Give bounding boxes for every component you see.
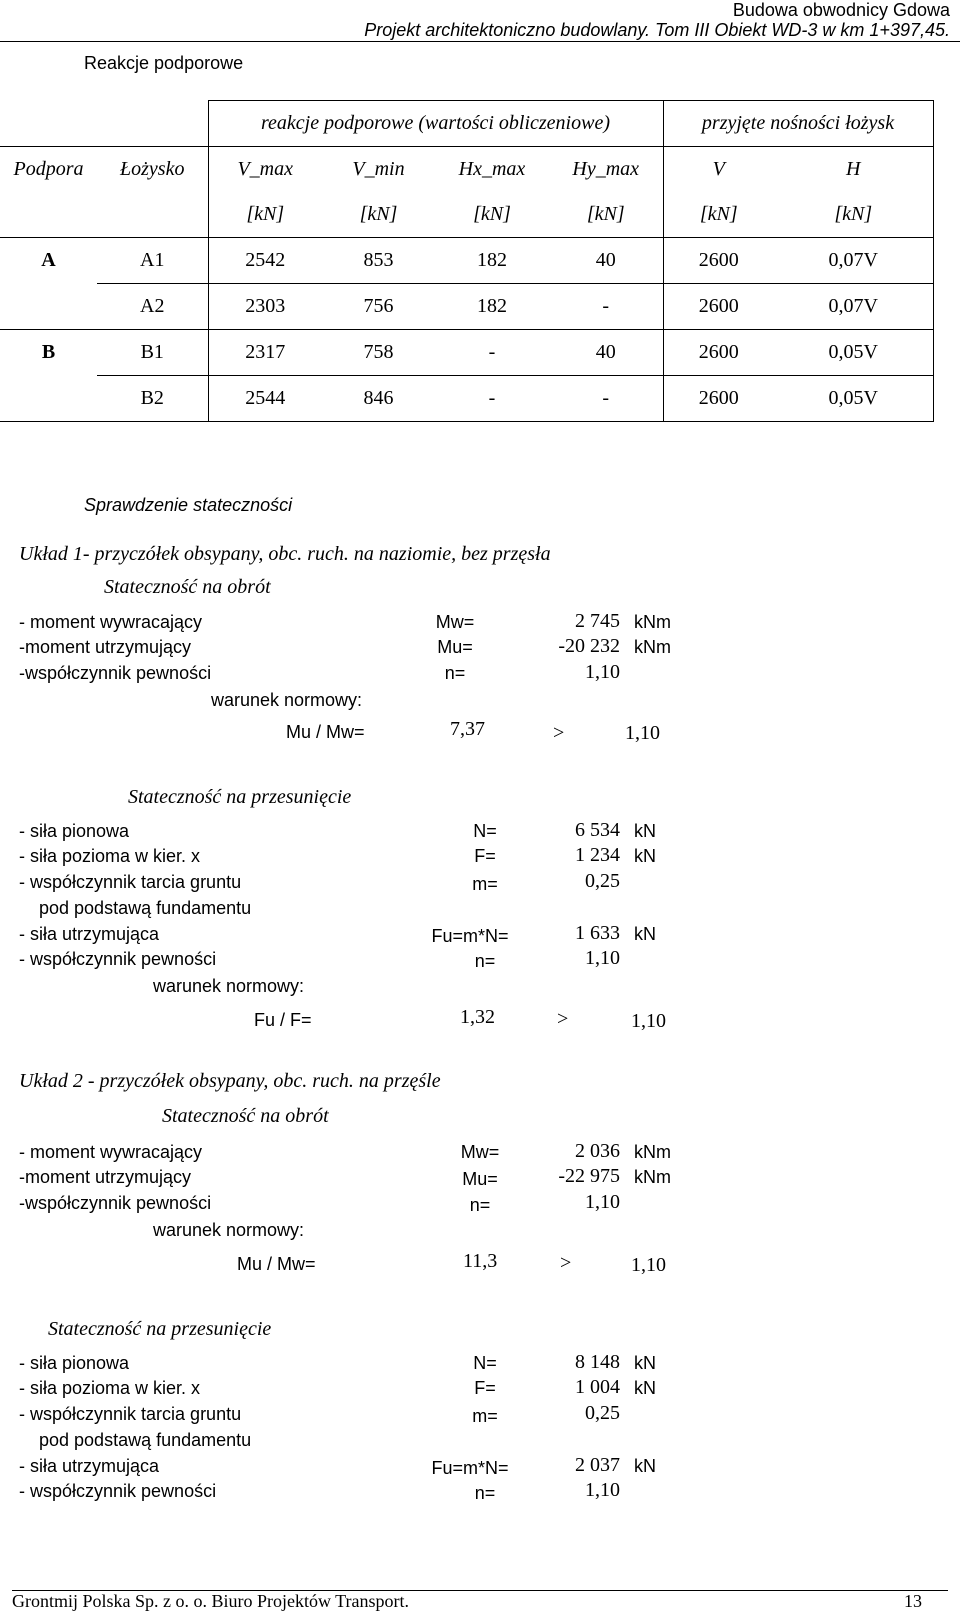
project-subtitle: Projekt architektoniczno budowlany. Tom III Obiekt WD-3 w km 1+397,45. [364, 20, 950, 40]
u2-przes-val: 8 148 [575, 1351, 620, 1373]
col-header: V_max [208, 147, 322, 193]
table-group-header [0, 101, 933, 147]
unit-cell: [kN] [774, 192, 933, 238]
table-row [0, 376, 933, 422]
cell-vmin: 758 [322, 330, 435, 376]
u1-obrot-limit: 1,10 [625, 722, 660, 744]
u1-przes-sym: Fu=m*N= [431, 926, 509, 946]
u1-obrot-label: -moment utrzymujący [19, 637, 192, 657]
cell-bearing: B2 [97, 376, 208, 422]
u1-przes-unit: kN [634, 821, 656, 841]
cell-v: 2600 [663, 330, 774, 376]
cell-support: B [0, 330, 97, 376]
u2-obrot-warunek: warunek normowy: [153, 1220, 305, 1240]
u2-przes-unit: kN [634, 1378, 656, 1398]
u2-przes-sym: F= [474, 1378, 496, 1398]
cell-h: 0,07V [774, 238, 933, 284]
col-header: Hy_max [549, 147, 663, 193]
u1-przes-unit: kN [634, 846, 656, 866]
cell-hxmax: 182 [435, 238, 549, 284]
u2-przes-sym: Fu=m*N= [431, 1458, 509, 1478]
u1-obrot-warunek: warunek normowy: [211, 690, 363, 710]
cell-hymax: 40 [549, 238, 663, 284]
u2-obrot-val: 1,10 [585, 1191, 620, 1213]
u2-obrot-label: -współczynnik pewności [19, 1193, 212, 1213]
u1-przes-val: 1 633 [575, 922, 620, 944]
u1-przes-ratio-label: Fu / F= [254, 1010, 312, 1030]
unit-cell: [kN] [359, 203, 398, 225]
u1-przes-label: - siła pozioma w kier. x [19, 846, 201, 866]
u2-przes-val: 0,25 [585, 1402, 620, 1424]
cell-hymax: 40 [549, 330, 663, 376]
unit-cell: [kN] [699, 203, 738, 225]
u2-obrot-sym: Mw= [460, 1142, 500, 1162]
cell-support: A [0, 238, 97, 284]
cell-h: 0,07V [774, 284, 933, 330]
col-header: H [774, 147, 933, 193]
u1-obrot-ratio-value: 7,37 [450, 718, 485, 740]
u1-obrot-val: 2 745 [575, 610, 620, 632]
u1-obrot-sym: Mw= [435, 612, 475, 632]
cell-hxmax: 182 [435, 284, 549, 330]
u2-przes-sym: N= [473, 1353, 497, 1373]
u2-obrot-val: -22 975 [558, 1165, 620, 1187]
cell-hxmax: - [435, 330, 549, 376]
cell-bearing: A2 [97, 284, 208, 330]
cell-vmax: 2544 [208, 376, 322, 422]
cell-hymax: - [549, 376, 663, 422]
cell-vmin: 756 [322, 284, 435, 330]
u1-przes-ratio-value: 1,32 [460, 1006, 495, 1028]
col-header: Hx_max [435, 147, 549, 193]
table-header-row [0, 147, 933, 193]
u1-obrot-label: -współczynnik pewności [19, 663, 212, 683]
cell-vmax: 2542 [208, 238, 322, 284]
uklad1-przesuniecie-heading: Stateczność na przesunięcie [128, 786, 352, 808]
u2-przes-val: 2 037 [575, 1454, 620, 1476]
u2-obrot-ratio-label: Mu / Mw= [237, 1254, 316, 1274]
table-row [0, 284, 933, 330]
u1-przes-label: - współczynnik pewności [19, 949, 217, 969]
u1-obrot-sym: Mu= [437, 637, 473, 657]
u2-obrot-sym: n= [469, 1195, 491, 1215]
u1-przes-val: 1 234 [575, 844, 620, 866]
cell-support [0, 284, 97, 330]
uklad2-obrot-heading: Stateczność na obrót [162, 1105, 329, 1127]
u2-przes-label: - siła pozioma w kier. x [19, 1378, 201, 1398]
cell-hymax: - [549, 284, 663, 330]
u1-obrot-gt: > [553, 722, 565, 744]
u1-przes-warunek: warunek normowy: [153, 976, 305, 996]
u2-obrot-val: 2 036 [575, 1140, 620, 1162]
u1-obrot-ratio-label: Mu / Mw= [286, 722, 365, 742]
u2-obrot-gt: > [560, 1252, 572, 1274]
u2-przes-label: - siła utrzymująca [19, 1456, 160, 1476]
project-name: Budowa obwodnicy Gdowa [732, 0, 950, 20]
table-row [0, 238, 933, 284]
u1-obrot-unit: kNm [634, 612, 671, 632]
cell-vmax: 2303 [208, 284, 322, 330]
cell-v: 2600 [663, 238, 774, 284]
u1-obrot-val: -20 232 [558, 635, 620, 657]
u1-przes-gt: > [557, 1008, 569, 1030]
cell-vmin: 846 [322, 376, 435, 422]
u2-przes-unit: kN [634, 1353, 656, 1373]
u1-obrot-val: 1,10 [585, 661, 620, 683]
cell-v: 2600 [663, 376, 774, 422]
u2-przes-label: - siła pionowa [19, 1353, 130, 1373]
u2-przes-val: 1 004 [575, 1376, 620, 1398]
u2-przes-label: - współczynnik pewności [19, 1481, 217, 1501]
u2-przes-label: pod podstawą fundamentu [39, 1430, 252, 1450]
table-units-row [0, 192, 933, 238]
cell-v: 2600 [663, 284, 774, 330]
u1-przes-sym: m= [472, 874, 498, 894]
uklad2-title: Układ 2 - przyczółek obsypany, obc. ruch. na przęśle [19, 1070, 441, 1092]
unit-cell: [kN] [473, 203, 511, 225]
u2-obrot-ratio-value: 11,3 [463, 1250, 498, 1272]
u1-przes-sym: n= [474, 951, 496, 971]
cell-vmin: 853 [322, 238, 435, 284]
footer-company: Grontmij Polska Sp. z o. o. Biuro Projektów Transport. [12, 1591, 410, 1611]
table-row [0, 330, 933, 376]
cell-bearing: B1 [97, 330, 208, 376]
u1-przes-limit: 1,10 [631, 1010, 666, 1032]
u1-przes-label: - siła utrzymująca [19, 924, 160, 944]
u1-przes-label: - siła pionowa [19, 821, 130, 841]
u2-obrot-unit: kNm [634, 1167, 671, 1187]
cell-hxmax: - [435, 376, 549, 422]
u2-przes-sym: m= [472, 1406, 498, 1426]
u2-przes-unit: kN [634, 1456, 656, 1476]
u2-obrot-limit: 1,10 [631, 1254, 666, 1276]
unit-cell: [kN] [246, 203, 285, 225]
u1-przes-val: 0,25 [585, 870, 620, 892]
cell-h: 0,05V [774, 376, 933, 422]
u1-obrot-sym: n= [444, 663, 466, 683]
uklad1-title: Układ 1- przyczółek obsypany, obc. ruch. na naziomie, bez przęsła [19, 543, 551, 565]
col-header: V_min [322, 147, 435, 193]
section-title: Reakcje podporowe [84, 53, 244, 73]
stability-heading: Sprawdzenie stateczności [84, 495, 293, 515]
col-header: Łożysko [97, 147, 208, 193]
u1-przes-sym: N= [473, 821, 497, 841]
cell-h: 0,05V [774, 330, 933, 376]
u1-przes-sym: F= [474, 846, 496, 866]
uklad2-przesuniecie-heading: Stateczność na przesunięcie [48, 1318, 272, 1340]
u1-obrot-unit: kNm [634, 637, 671, 657]
cell-vmax: 2317 [208, 330, 322, 376]
cell-support [0, 376, 97, 422]
col-header: Podpora [0, 147, 97, 193]
col-header: V [663, 147, 774, 193]
cell-bearing: A1 [97, 238, 208, 284]
u1-przes-val: 1,10 [585, 947, 620, 969]
group-header-reactions: reakcje podporowe (wartości obliczeniowe) [208, 101, 663, 147]
u2-obrot-sym: Mu= [462, 1169, 498, 1189]
u1-przes-label: - współczynnik tarcia gruntu [19, 872, 242, 892]
u1-przes-val: 6 534 [575, 819, 620, 841]
u2-obrot-label: - moment wywracający [19, 1142, 203, 1162]
u2-przes-sym: n= [474, 1483, 496, 1503]
u1-przes-unit: kN [634, 924, 656, 944]
u2-przes-val: 1,10 [585, 1479, 620, 1501]
reactions-table [0, 100, 934, 422]
page-number: 13 [904, 1591, 922, 1611]
header-divider [0, 41, 960, 42]
u1-obrot-label: - moment wywracający [19, 612, 203, 632]
group-header-capacities: przyjęte nośności łożysk [663, 101, 933, 147]
unit-cell: [kN] [549, 192, 663, 238]
uklad1-obrot-heading: Stateczność na obrót [104, 576, 271, 598]
u2-obrot-label: -moment utrzymujący [19, 1167, 192, 1187]
u2-obrot-unit: kNm [634, 1142, 671, 1162]
u1-przes-label: pod podstawą fundamentu [39, 898, 252, 918]
u2-przes-label: - współczynnik tarcia gruntu [19, 1404, 242, 1424]
